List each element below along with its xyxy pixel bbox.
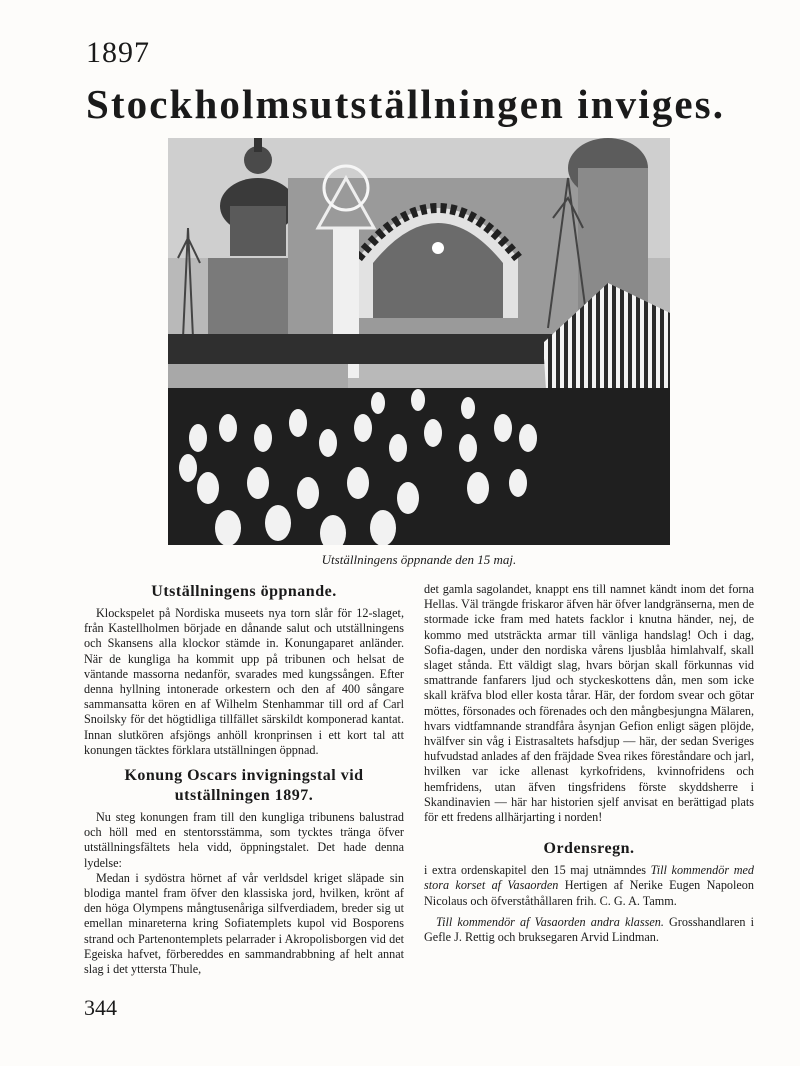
orders-text-a: i extra ordenskapitel den 15 maj utnämndes [424, 863, 651, 878]
orders-text-d: Grosshandlaren i Gefle J. Rettig och bruksegaren Arvid Lindman. [424, 914, 754, 945]
heading-opening: Utställningens öppnande. [151, 583, 337, 600]
heading-orders: Ordensregn. [543, 840, 635, 858]
photo-illustration [168, 138, 670, 545]
year-heading: 1897 [86, 36, 150, 69]
left-column [84, 582, 404, 977]
opening-paragraph: Klockspelet på Nordiska museets nya torn slår för 12-slaget, från Kastellholmen började en dånande salut och utställningens och Skansens alla klockor stämde in. Konungaparet anländer. När de kungliga ha kommit upp på tribunen och helsat de väntande massorna nedanför, svarades med kungssången. Efter denna hyllning intonerade orkestern och den af 400 sångare sammansatta kören en af Wilhelm Stenhammar till ord af Carl Snoilsky för det högtidliga tillfället särskildt komponerad kantat. Innan slutkören afsjöngs anhöll kronprinsen i ett kort tal att konungen täcktes förklara utställningen öppnad. [84, 606, 404, 757]
photo-caption: Utställningens öppnande den 15 maj. [321, 552, 517, 567]
speech-intro-paragraph: Nu steg konungen fram till den kungliga tribunens balustrad och höll med en stentorsstämma, som tycktes tränga öfver utställningsfältets hela vidd, öppningstalet. Det hade denna lydelse: [84, 810, 404, 870]
speech-paragraph-1: Medan i sydöstra hörnet af vår verldsdel kriget släpade sin blodiga mantel fram öfver den klassiska jord, hvilken, krönt af den höga Olympens mångtusenåriga silfverdiadem, breder sig ut emellan minareterna kring Sofiatemplets kupol vid Bosporens strand och Partenontemplets pelarrader i Akropolisborgen vid det Egeiska hafvet, förbereddes en sammandrabbning af helt annat slag i det yttersta Thule, [84, 870, 404, 977]
orders-title-second-class: Till kommendör af Vasaorden andra klassen. [436, 914, 664, 929]
opening-photograph [168, 138, 670, 545]
orders-paragraph-1 [424, 863, 754, 909]
heading-speech: Konung Oscars invigningstal vid utställningen 1897. [124, 767, 364, 805]
page-headline: Stockholmsutställningen inviges. [86, 81, 726, 127]
speech-paragraph-2: det gamla sagolandet, knappt ens till namnet kändt inom det forna Hellas. Väl trängde friskaror äfven här öfver landgränserna, men de stormade icke fram med hatets facklor i knutna händer, nej, de kommo med utsträckta armar till vänliga handslag! Och i dag, Sofia-dagen, under den nordiska vårens ljusblåa himlahvalf, skall slaget stånda. Ett väldigt slag, hvars början skall förkunnas vid smattrande fanfarers ljud och styckeskottens dån, men som icke skall kräfva blod eller kosta tårar. Här, der fordom svear och götar möttes, försonades och förenades och den mångbesjungna Mälaren, hvars vidtfamnande strandfåra åsynjan Gefion enligt sägen plöjde, hvälfver sin våg i Eistrasaltets hafsdjup — här, der sedan Sveriges hufvudstad anlades af den fräjdade Svea rikes föreståndare och jarl, hvilken var icke allenast kyrkofridens, kvinnofridens och hemfridens, utan äfven tingsfridens förste skyddsherre i Skandinavien — här har historien sjelf anvisat en berättigad plats för ett fredens allhärjarting i norden! [424, 582, 754, 825]
right-column [424, 582, 754, 945]
page-number: 344 [84, 995, 117, 1020]
orders-text-c: Hertigen af Nerike Eugen Napoleon Nicolaus och öfverståthållaren frih. C. G. A. Tamm. [424, 878, 754, 908]
orders-title-grand-cross: Till kommendör med stora korset af Vasaorden [424, 863, 754, 893]
orders-paragraph-2 [424, 915, 754, 945]
